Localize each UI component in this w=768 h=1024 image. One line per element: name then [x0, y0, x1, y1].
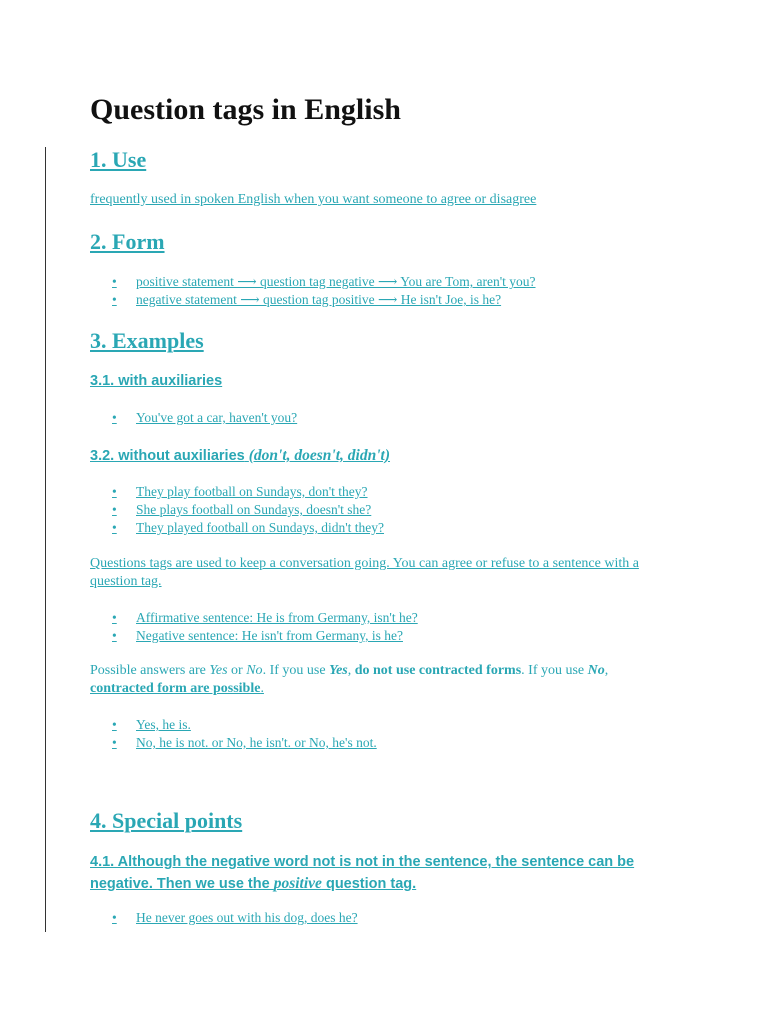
bullet: •	[112, 735, 117, 750]
list-item[interactable]: • She plays football on Sundays, doesn't she?	[90, 501, 384, 519]
answers-paragraph[interactable]: Possible answers are Yes or No. If you use Yes, do not use contracted forms. If you use No, contracted form are possible.	[90, 663, 609, 696]
list-item[interactable]: • negative statement ⟶ question tag positive ⟶ He isn't Joe, is he?	[90, 291, 536, 309]
heading-use[interactable]: 1. Use	[90, 147, 147, 172]
margin-rule	[45, 147, 46, 932]
conversation-paragraph[interactable]: Questions tags are used to keep a conversation going. You can agree or refuse to a sentence with a question tag.	[90, 556, 639, 589]
bullet: •	[112, 628, 117, 643]
bullet: •	[112, 610, 117, 625]
list-item[interactable]: • No, he is not. or No, he isn't. or No, he's not.	[90, 734, 377, 752]
heading-negative-word[interactable]: 4.1. Although the negative word not is not in the sentence, the sentence can be negative. Then we use the positive question tag.	[90, 854, 635, 892]
heading-special-points[interactable]: 4. Special points	[90, 808, 243, 833]
no-auxiliaries-list	[90, 483, 384, 537]
bullet: •	[112, 520, 117, 535]
special-list	[90, 909, 358, 927]
list-item[interactable]: • Affirmative sentence: He is from Germany, isn't he?	[90, 609, 418, 627]
list-item[interactable]: • He never goes out with his dog, does he?	[90, 909, 358, 927]
list-item[interactable]: • Negative sentence: He isn't from Germany, is he?	[90, 627, 418, 645]
list-item[interactable]: • Yes, he is.	[90, 716, 377, 734]
bullet: •	[112, 410, 117, 425]
heading-with-auxiliaries[interactable]: 3.1. with auxiliaries	[90, 373, 223, 389]
bullet: •	[112, 502, 117, 517]
list-item[interactable]: • They play football on Sundays, don't they?	[90, 483, 384, 501]
bullet: •	[112, 274, 117, 289]
auxiliaries-list	[90, 409, 297, 427]
heading-without-auxiliaries[interactable]: 3.2. without auxiliaries (don't, doesn't, didn't)	[90, 447, 390, 464]
heading-form[interactable]: 2. Form	[90, 229, 165, 254]
bullet: •	[112, 292, 117, 307]
answers-list	[90, 716, 377, 752]
list-item[interactable]: • You've got a car, haven't you?	[90, 409, 297, 427]
form-list	[90, 273, 536, 309]
bullet: •	[112, 484, 117, 499]
sentence-list	[90, 609, 418, 645]
bullet: •	[112, 910, 117, 925]
heading-examples[interactable]: 3. Examples	[90, 328, 204, 353]
use-text[interactable]: frequently used in spoken English when you want someone to agree or disagree	[90, 192, 537, 207]
list-item[interactable]: • positive statement ⟶ question tag negative ⟶ You are Tom, aren't you?	[90, 273, 536, 291]
page-title: Question tags in English	[90, 93, 401, 126]
list-item[interactable]: • They played football on Sundays, didn't they?	[90, 519, 384, 537]
bullet: •	[112, 717, 117, 732]
